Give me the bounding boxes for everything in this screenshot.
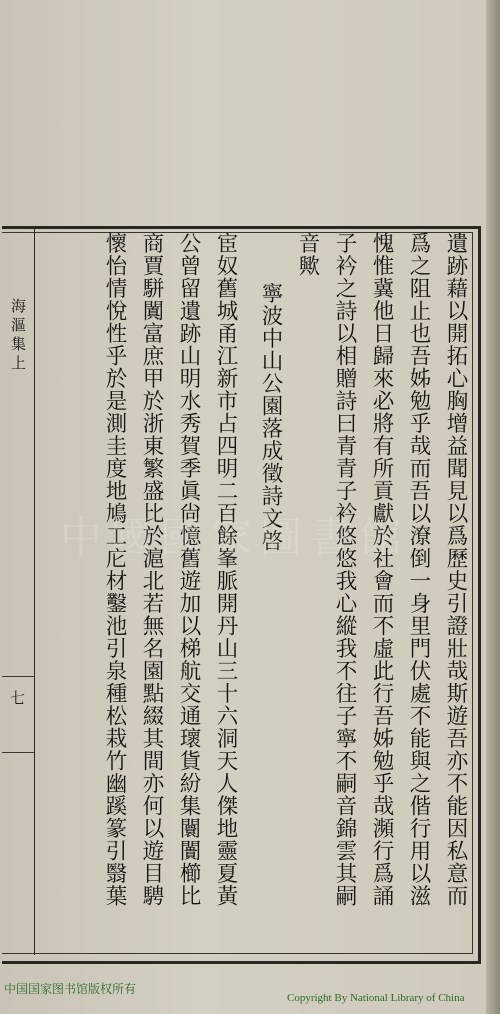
library-watermark: 中國國家圖書館 <box>60 513 411 562</box>
text-column: 爲之阻止也吾姊勉乎哉而吾以潦倒一身里門伏處不能與之偕行用以滋 <box>406 232 431 907</box>
text-column: 公曾留遺跡山明水秀賀季眞尙憶舊遊加以梯航交通瓌貨紛集闤闠櫛比 <box>176 232 201 907</box>
banxin-rule <box>34 229 35 955</box>
book-title-margin: 海漚集上 <box>9 298 27 374</box>
text-column: 子衿之詩以相贈詩曰青青子衿悠悠我心縱我不往子寧不嗣音錦雲其嗣 <box>332 232 357 907</box>
banxin-divider <box>2 676 34 677</box>
text-column: 音歟 <box>295 232 320 277</box>
section-heading: 寧波中山公園落成徵詩文啓 <box>258 282 283 552</box>
book-spine-shadow <box>486 0 500 1014</box>
page-number: 七 <box>8 690 26 705</box>
text-column: 商賈駢闐富庶甲於浙東繁盛比於滬北若無名園點綴其間亦何以遊目騁 <box>139 232 164 907</box>
text-column: 懷怡情悅性乎於是測圭度地鳩工庀材鑿池引泉種松栽竹幽蹊篆引翳葉 <box>102 232 127 907</box>
text-column: 愧惟冀他日歸來必將有所貢獻於社會而不虛此行吾姊勉乎哉瀕行爲誦 <box>369 232 394 907</box>
banxin-divider <box>2 752 34 753</box>
copyright-cn: 中国国家图书馆版权所有 <box>4 982 137 996</box>
copyright-en: Copyright By National Library of China <box>287 992 465 1004</box>
text-column: 遺跡藉以開拓心胸增益聞見以爲歷史引證壯哉斯遊吾亦不能因私意而 <box>443 232 468 907</box>
text-column: 宦奴舊城甬江新市占四明二百餘峯脈開丹山三十六洞天人傑地靈夏黃 <box>213 232 238 907</box>
